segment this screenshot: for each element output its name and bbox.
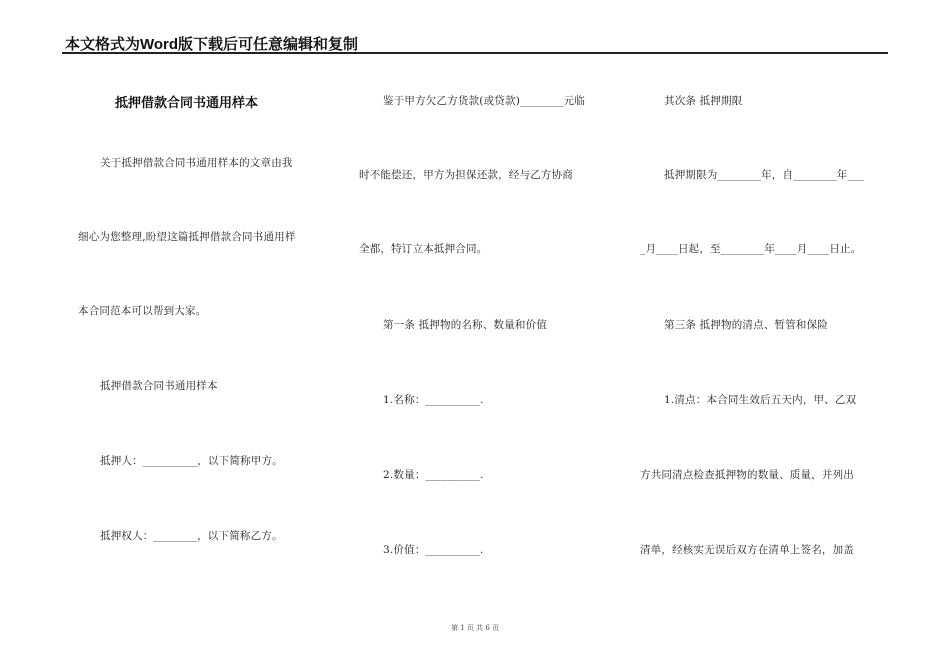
section-heading: 其次条 抵押期限: [664, 95, 743, 107]
paragraph-line: 时不能偿还，甲方为担保还款，经与乙方协商: [359, 169, 573, 181]
document-title: 抵押借款合同书通用样本: [115, 95, 259, 110]
paragraph-line: 细心为您整理,盼望这篇抵押借款合同书通用样: [78, 231, 296, 243]
document-header: 本文格式为Word版下载后可任意编辑和复制: [65, 36, 359, 53]
form-field-line: 2.数量：__________.: [383, 469, 484, 481]
paragraph-line: 全都，特订立本抵押合同。: [359, 243, 488, 255]
header-divider: [62, 52, 888, 54]
paragraph-line: 1.清点：本合同生效后五天内，甲、乙双: [664, 394, 857, 406]
section-heading: 抵押借款合同书通用样本: [100, 380, 218, 392]
paragraph-line: 清单，经核实无误后双方在清单上签名，加盖: [640, 544, 854, 556]
section-heading: 第一条 抵押物的名称、数量和价值: [383, 319, 548, 331]
paragraph-line: 抵押权人：________，以下简称乙方。: [100, 530, 283, 542]
paragraph-line: 鉴于甲方欠乙方货款(或贷款)________元临: [383, 95, 585, 107]
paragraph-line: 方共同清点检查抵押物的数量、质量，并列出: [640, 469, 854, 481]
paragraph-line: 本合同范本可以帮到大家。: [78, 305, 207, 317]
paragraph-line: 抵押人：__________，以下简称甲方。: [100, 455, 283, 467]
paragraph-line: 抵押期限为________年，自________年___: [664, 169, 864, 181]
paragraph-line: 关于抵押借款合同书通用样本的文章由我: [100, 157, 293, 169]
form-field-line: 3.价值：__________.: [383, 544, 484, 556]
section-heading: 第三条 抵押物的清点、暂管和保险: [664, 319, 829, 331]
paragraph-line: _月____日起，至________年____月____日止。: [640, 243, 862, 255]
form-field-line: 1.名称：__________.: [383, 394, 484, 406]
page-number: 第 1 页 共 6 页: [450, 624, 500, 632]
